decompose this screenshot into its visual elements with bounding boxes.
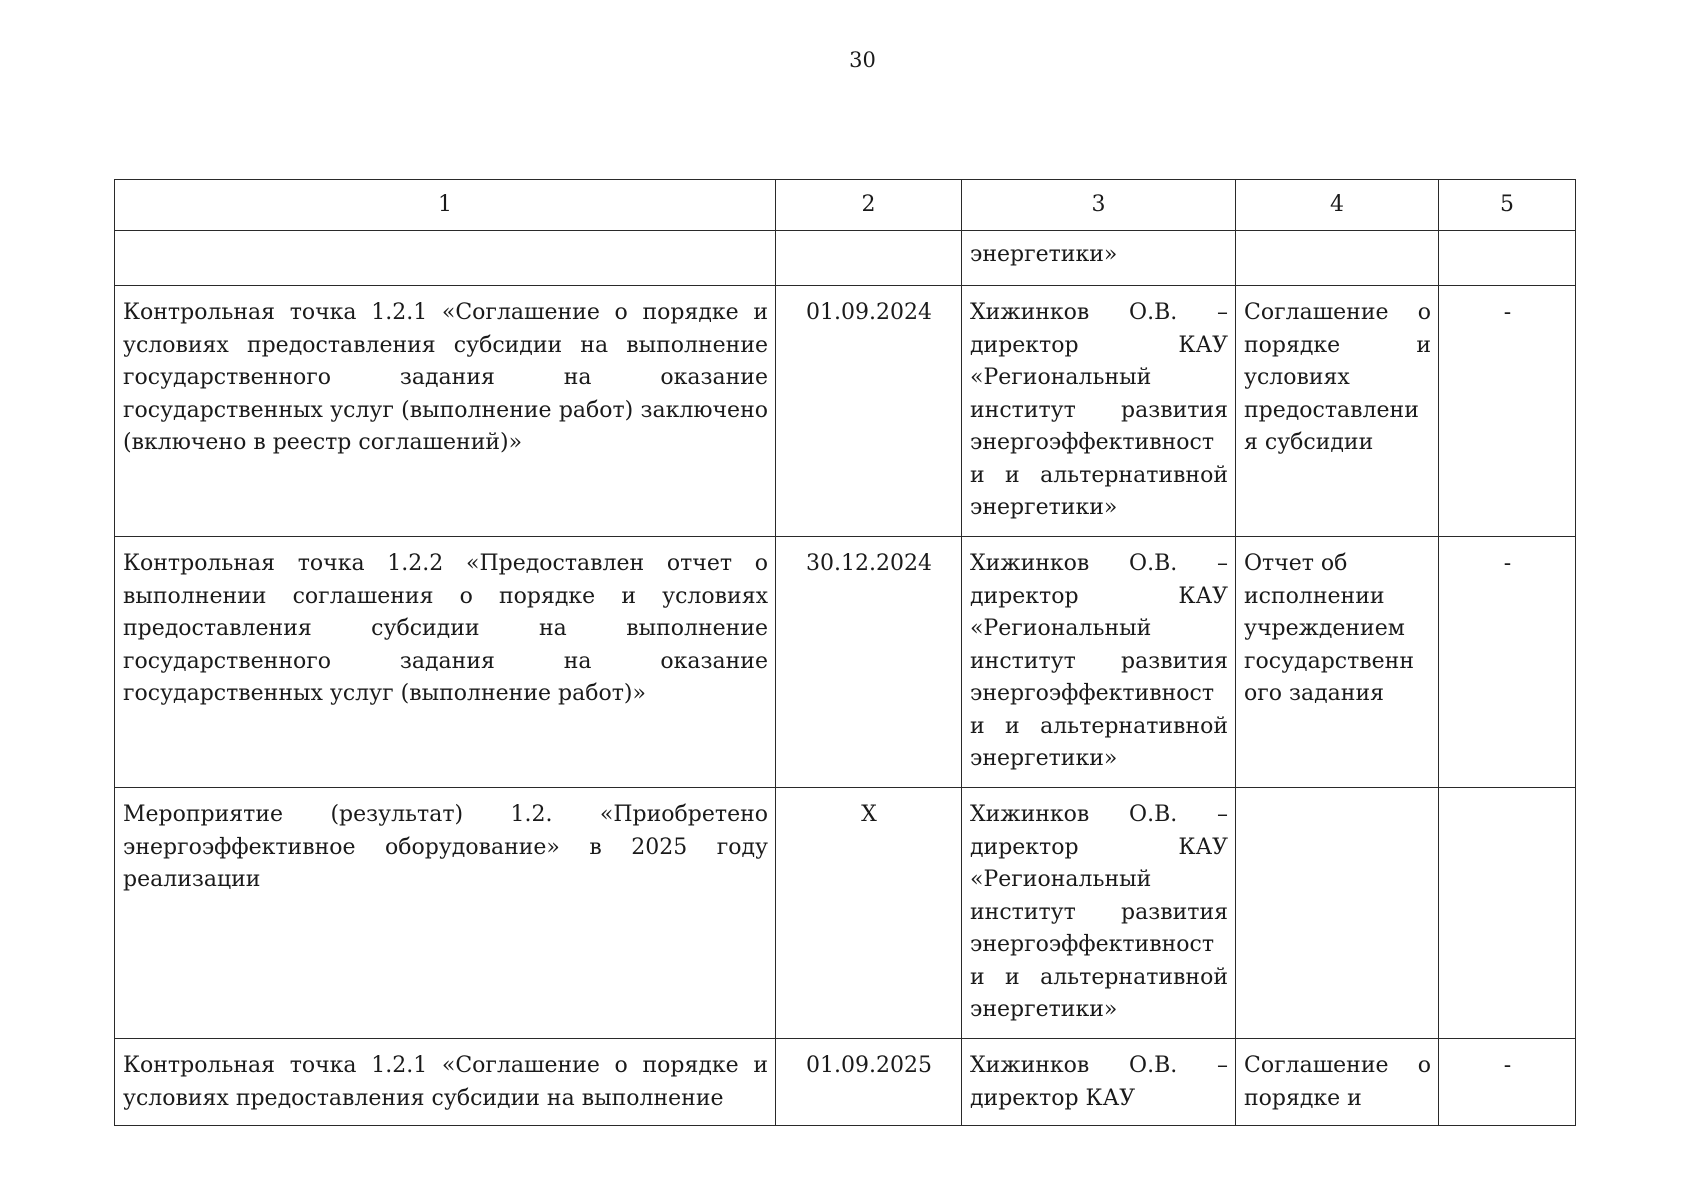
table-row xyxy=(115,1039,1576,1126)
cell-document: Соглашение о порядке и условиях предоставлени я субсидии xyxy=(1236,286,1439,537)
cell-date xyxy=(776,231,962,286)
cell-note xyxy=(1439,788,1576,1039)
column-header-2: 2 xyxy=(776,180,962,231)
column-header-4: 4 xyxy=(1236,180,1439,231)
cell-date: X xyxy=(776,788,962,1039)
cell-note xyxy=(1439,231,1576,286)
cell-date: 01.09.2025 xyxy=(776,1039,962,1126)
cell-description: Контрольная точка 1.2.2 «Предоставлен отчет о выполнении соглашения о порядке и условиях предоставления субсидии на выполнение государственного задания на оказание государственных услуг (выполнение работ)» xyxy=(115,537,776,788)
cell-document xyxy=(1236,231,1439,286)
table-row xyxy=(115,231,1576,286)
cell-note: - xyxy=(1439,1039,1576,1126)
cell-document: Отчет об исполнении учреждением государственн ого задания xyxy=(1236,537,1439,788)
column-header-5: 5 xyxy=(1439,180,1576,231)
page-number: 30 xyxy=(849,48,876,72)
column-header-3: 3 xyxy=(962,180,1236,231)
cell-note: - xyxy=(1439,537,1576,788)
cell-responsible: Хижинков О.В. – директор КАУ «Региональный институт развития энергоэффективност и и альтернативной энергетики» xyxy=(962,788,1236,1039)
cell-description: Контрольная точка 1.2.1 «Соглашение о порядке и условиях предоставления субсидии на выполнение xyxy=(115,1039,776,1126)
cell-note: - xyxy=(1439,286,1576,537)
cell-document xyxy=(1236,788,1439,1039)
table-header-row xyxy=(115,180,1576,231)
column-header-1: 1 xyxy=(115,180,776,231)
cell-responsible: Хижинков О.В. – директор КАУ «Региональный институт развития энергоэффективност и и альтернативной энергетики» xyxy=(962,537,1236,788)
cell-responsible: энергетики» xyxy=(962,231,1236,286)
cell-date: 01.09.2024 xyxy=(776,286,962,537)
cell-responsible: Хижинков О.В. – директор КАУ xyxy=(962,1039,1236,1126)
cell-description: Мероприятие (результат) 1.2. «Приобретено энергоэффективное оборудование» в 2025 году реализации xyxy=(115,788,776,1039)
cell-description: Контрольная точка 1.2.1 «Соглашение о порядке и условиях предоставления субсидии на выполнение государственного задания на оказание государственных услуг (выполнение работ) заключено (включено в реестр соглашений)» xyxy=(115,286,776,537)
table-row xyxy=(115,537,1576,788)
table-row xyxy=(115,788,1576,1039)
cell-responsible: Хижинков О.В. – директор КАУ «Региональный институт развития энергоэффективност и и альтернативной энергетики» xyxy=(962,286,1236,537)
cell-description xyxy=(115,231,776,286)
cell-document: Соглашение о порядке и xyxy=(1236,1039,1439,1126)
cell-date: 30.12.2024 xyxy=(776,537,962,788)
schedule-table xyxy=(114,179,1576,1126)
table-row xyxy=(115,286,1576,537)
